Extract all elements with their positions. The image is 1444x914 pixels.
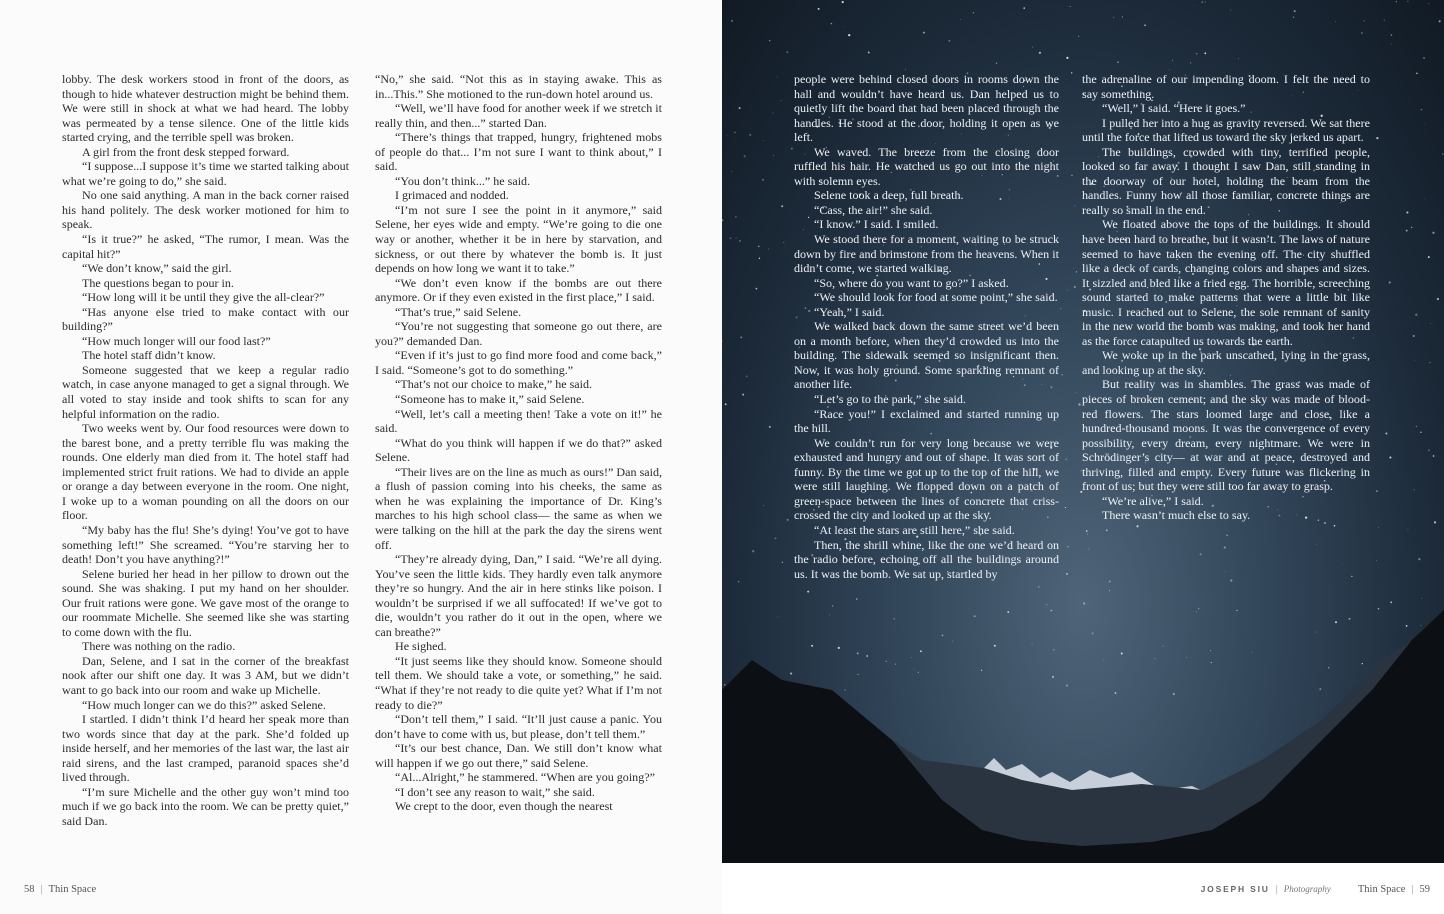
star <box>843 26 844 27</box>
text-column-1 <box>62 72 349 828</box>
star <box>1071 72 1072 73</box>
star <box>777 616 778 617</box>
star <box>1186 657 1187 658</box>
star <box>1046 604 1047 605</box>
star <box>740 336 742 338</box>
paragraph: “Well,” I said. “Here it goes.” <box>1102 101 1246 116</box>
star <box>1294 10 1296 12</box>
star <box>783 242 784 243</box>
paragraph: He sighed. <box>395 639 447 654</box>
paragraph: Two weeks went by. Our food resources were down to the barest bone, and a pretty terrible flu was making the rounds. One elderly man died from it. The hotel staff had implemented strict fruit rations. We had to divide an apple or orange a day between everyone in the room. One night, I woke up to a woman pounding on all the doors on our floor. <box>62 421 349 523</box>
star <box>763 505 764 506</box>
paragraph: “I’m not sure I see the point in it anymore,” said Selene, her eyes wide and empty. “We’re going to die one way or another, whether it be in here by starvation, and sickness, or out there by whatever the bomb is. It just depends on how long we want it to take.” <box>375 202 662 276</box>
star <box>1433 455 1435 457</box>
paragraph: “You’re not suggesting that someone go out there, are you?” demanded Dan. <box>375 319 662 348</box>
star <box>1424 230 1425 231</box>
star <box>744 155 746 157</box>
star <box>1429 362 1430 363</box>
star <box>1391 34 1393 36</box>
star <box>1039 52 1041 54</box>
star <box>1414 360 1415 361</box>
star <box>1117 61 1119 63</box>
star <box>886 661 887 662</box>
paragraph: The hotel staff didn’t know. <box>82 348 216 363</box>
star <box>1335 621 1337 623</box>
star <box>1136 525 1138 527</box>
paragraph: But reality was in shambles. The grass was made of pieces of broken cement; and the sky was made of blood-red flowers. The stars loomed large and close, like a hundred-thousand moons. It was the convergence of every possibility, every dream, every nightmare. We were in Schrödinger’s city— at war and at peace, destroyed and thriving, filled and empty. Every future was flickering in front of us; but they were still too far away to grasp. <box>1082 377 1370 494</box>
star <box>1194 5 1195 6</box>
star <box>866 655 868 657</box>
star <box>1416 426 1417 427</box>
star <box>787 519 789 521</box>
star <box>1060 308 1061 309</box>
paragraph: “Don’t tell them,” I said. “It’ll just cause a panic. You don’t have to come with us, but please, don’t tell them.” <box>375 712 662 741</box>
star <box>769 426 771 428</box>
star <box>973 12 974 13</box>
star <box>1190 62 1191 63</box>
photo-credit-name: JOSEPH SIU <box>1200 884 1270 894</box>
paragraph: “I know.” I said. I smiled. <box>814 217 939 232</box>
star <box>1113 17 1114 18</box>
paragraph: We floated above the tops of the buildings. It should have been hard to breathe, but it wasn’t. The laws of nature seemed to have taken the evening off. The city shuffled like a deck of cards, changing colors and shapes and sizes. It sizzled and bled like a fried egg. The horrible, screeching sound started to make patterns that were a little bit like music. I reached out to Selene, the sole remnant of sanity in the new world the bomb was making, and took her hand as the force catapulted us towards the earth. <box>1082 217 1370 348</box>
star <box>1122 16 1123 17</box>
paragraph: “Has anyone else tried to make contact with our building?” <box>62 304 349 334</box>
star <box>1083 602 1085 604</box>
star <box>1378 527 1379 528</box>
star <box>1226 535 1227 536</box>
star <box>1196 611 1197 612</box>
page-number-left: 58 <box>24 884 35 895</box>
star <box>1414 489 1415 490</box>
star <box>1362 663 1363 664</box>
star <box>1087 533 1088 534</box>
star <box>763 140 764 141</box>
star <box>1406 625 1408 627</box>
star <box>811 645 813 647</box>
star <box>1342 564 1343 565</box>
star <box>1421 109 1423 111</box>
star <box>1078 403 1080 405</box>
star <box>1428 3 1429 4</box>
star <box>857 674 858 675</box>
paragraph: Someone suggested that we keep a regular radio watch, in case anyone managed to get a signal through. We all voted to stay inside and took shifts to scan for any helpful information on the radio. <box>62 362 349 421</box>
paragraph: We walked back down the same street we’d been on a month before, when they’d crowded us into the building. The sidewalk seemed so insignificant then. Now, it was holy ground. Some sparkling remnant of another life. <box>794 319 1059 392</box>
paragraph: Selene took a deep, full breath. <box>814 188 964 203</box>
star <box>1361 32 1363 34</box>
star <box>1351 576 1352 577</box>
paragraph: No one said anything. A man in the back corner raised his hand politely. The desk worker motioned for him to speak. <box>62 188 349 232</box>
star <box>1385 432 1387 434</box>
star <box>734 132 736 134</box>
star <box>1389 281 1391 283</box>
paragraph: “We don’t know,” said the girl. <box>82 261 232 276</box>
paragraph: “How much longer can we do this?” asked Selene. <box>82 697 326 712</box>
star <box>1109 580 1111 582</box>
text-column-3 <box>794 72 1059 581</box>
star <box>1066 573 1068 575</box>
star <box>1434 521 1436 523</box>
star <box>1442 153 1443 154</box>
paragraph: I grimaced and nodded. <box>395 188 509 203</box>
star <box>844 689 845 690</box>
paragraph: people were behind closed doors in rooms down the hall and wouldn’t have heard us. Dan helped us to quietly lift the board that had been placed through the handles. He stood at the door, holding it open as we left. <box>794 72 1059 145</box>
star <box>1196 53 1198 55</box>
star <box>1065 507 1066 508</box>
star <box>1349 618 1351 620</box>
star <box>1236 610 1237 611</box>
star <box>1121 653 1123 655</box>
star <box>1078 36 1079 37</box>
star <box>1205 2 1206 3</box>
paragraph: “Well, we’ll have food for another week if we stretch it really thin, and then...” started Dan. <box>375 101 662 130</box>
star <box>769 40 770 41</box>
star <box>1437 298 1439 300</box>
star <box>739 240 741 242</box>
star <box>1076 392 1077 393</box>
paragraph: “Is it true?” he asked, “The rumor, I mean. Was the capital hit?” <box>62 232 349 261</box>
star <box>1422 598 1423 599</box>
star <box>791 148 793 150</box>
paragraph: “We’re alive,” I said. <box>1102 493 1204 508</box>
star <box>974 615 976 617</box>
star <box>1413 335 1415 337</box>
star <box>905 69 906 70</box>
star <box>842 1 844 3</box>
star <box>1200 553 1202 555</box>
star <box>1023 7 1025 9</box>
star <box>914 669 915 670</box>
paragraph: “There’s things that trapped, hungry, frightened mobs of people do that... I’m not sure I want to think about,” I said. <box>375 130 662 174</box>
star <box>1086 530 1088 532</box>
star <box>996 63 998 65</box>
star <box>1423 57 1425 59</box>
star <box>1198 608 1199 609</box>
star <box>1407 1 1408 2</box>
star <box>722 219 723 221</box>
paragraph: “Yeah,” I said. <box>814 304 885 319</box>
paragraph: The buildings, crowded with tiny, terrified people, looked so far away. I thought I saw Dan, still standing in the doorway of our hotel, holding the beam from the handles. Funny how all those familiar, concrete things are really so small in the end. <box>1082 144 1370 217</box>
star <box>759 258 760 259</box>
paragraph: “So, where do you want to go?” I asked. <box>814 275 1009 290</box>
star <box>1066 684 1068 686</box>
paragraph: “Let’s go to the park,” she said. <box>814 392 966 407</box>
star <box>1364 20 1365 21</box>
star <box>994 645 996 647</box>
paragraph: “At least the stars are still here,” she said. <box>814 522 1015 537</box>
star <box>894 618 895 619</box>
star <box>1439 20 1441 22</box>
star <box>1420 432 1421 433</box>
paragraph: the adrenaline of our impending doom. I felt the need to say something. <box>1082 72 1370 101</box>
star <box>1328 667 1329 668</box>
paragraph: “You don’t think...” he said. <box>395 173 531 188</box>
star <box>1032 47 1033 48</box>
paragraph: We woke up in the park unscathed, lying in the grass, and looking up at the sky. <box>1082 348 1370 377</box>
star <box>777 76 778 77</box>
star <box>731 171 732 172</box>
paragraph: “I’m sure Michelle and the other guy won’t mind too much if we go back into the room. We can be pretty quiet,” said Dan. <box>62 784 349 828</box>
star <box>729 237 731 239</box>
star <box>768 248 769 249</box>
star <box>895 664 896 665</box>
star <box>742 394 744 396</box>
photo-credit-role: Photography <box>1283 884 1331 894</box>
star <box>790 673 792 675</box>
star <box>1070 6 1071 7</box>
star <box>738 581 739 582</box>
paragraph: We stood there for a moment, waiting to be struck down by fire and brimstone from the heavens. When it didn’t come, we started walking. <box>794 232 1059 276</box>
star <box>1074 205 1075 206</box>
star <box>1418 558 1420 560</box>
paragraph: A girl from the front desk stepped forward. <box>82 144 290 159</box>
paragraph: “I don’t see any reason to wait,” she said. <box>395 784 595 799</box>
paragraph: “It’s our best chance, Dan. We still don’t know what will happen if we go out there,” said Selene. <box>375 741 662 770</box>
paragraph: “They’re already dying, Dan,” I said. “We’re all dying. You’ve seen the little kids. They hardly even talk anymore they’re so hungry. And the air in here stinks like poison. I wouldn’t be surprised if we all suffocated! If we’ve got to die, wouldn’t you rather do it out in the open, where we can breathe?” <box>375 552 662 639</box>
paragraph: “Race you!” I exclaimed and started running up the hill. <box>794 406 1059 436</box>
star <box>832 605 833 606</box>
star <box>818 8 820 10</box>
star <box>755 288 757 290</box>
paragraph: Then, the shrill whine, like the one we’d heard on the radio before, echoing off all the buildings around us. It was the bomb. We sat up, startled by <box>794 537 1059 581</box>
star <box>923 32 925 34</box>
star <box>960 19 961 20</box>
star <box>918 672 919 673</box>
star <box>1428 256 1430 258</box>
star <box>1115 692 1117 694</box>
star <box>1424 200 1425 201</box>
star <box>1416 73 1417 74</box>
star <box>749 134 751 136</box>
star <box>786 51 788 53</box>
star <box>1052 676 1054 678</box>
text-column-4 <box>1082 72 1370 523</box>
paragraph: “Well, let’s call a meeting then! Take a vote on it!” he said. <box>375 406 662 436</box>
star <box>1144 24 1146 26</box>
star <box>782 562 783 563</box>
star <box>856 598 858 600</box>
star <box>1106 529 1108 531</box>
star <box>1390 601 1392 603</box>
star <box>1319 688 1321 690</box>
star <box>1230 10 1231 11</box>
paragraph: “Al...Alright,” he stammered. “When are you going?” <box>395 770 655 785</box>
star <box>722 340 723 341</box>
star <box>952 641 953 642</box>
star <box>781 205 783 207</box>
night-sky-photo <box>722 0 1444 863</box>
paragraph: “No,” she said. “Not this as in staying awake. This as in...This.” She motioned to the run-down hotel around us. <box>375 72 662 101</box>
star <box>1071 175 1072 176</box>
star <box>1376 490 1378 492</box>
star <box>1406 211 1408 213</box>
star <box>1173 693 1175 695</box>
paragraph: “Cass, the air!” she said. <box>814 202 933 217</box>
paragraph: The questions began to pour in. <box>82 275 234 290</box>
star <box>781 100 782 101</box>
paragraph: “That’s not our choice to make,” he said. <box>395 377 593 392</box>
star <box>1225 571 1226 572</box>
star <box>1406 230 1408 232</box>
star <box>911 657 912 658</box>
star <box>1376 560 1377 561</box>
paragraph: There wasn’t much else to say. <box>1102 508 1251 523</box>
paragraph: “Even if it’s just to go find more food and come back,” I said. “Someone’s got to do something.” <box>375 348 662 377</box>
page-number-right: 59 <box>1419 884 1430 895</box>
star <box>942 635 944 637</box>
star <box>1428 449 1429 450</box>
paragraph: Selene buried her head in her pillow to drown out the sound. She was shaking. I put my hand on her shoulder. Our fruit rations were gone. We gave most of the orange to our roommate Michelle. She seemed like she was starting to come down with the flu. <box>62 566 349 639</box>
paragraph: We couldn’t run for very long because we were exhausted and hungry and out of shape. It was sort of funny. By the time we got up to the top of the hill, we were still laughing. We flopped down on a patch of green-space between the lines of concrete that criss-crossed the city and looked up at the sky. <box>794 435 1059 523</box>
paragraph: “We should look for food at some point,” she said. <box>814 290 1058 305</box>
star <box>1415 314 1417 316</box>
star <box>948 40 950 42</box>
paragraph: lobby. The desk workers stood in front of the doors, as though to hide whatever destruction might be behind them. We were still in shock at what we had heard. The lobby was permeated by a tense silence. One of the little kids started crying, and the terrible spell was broken. <box>62 72 349 145</box>
star <box>1378 608 1380 610</box>
paragraph: “How much longer will our food last?” <box>82 333 271 348</box>
star <box>1038 586 1039 587</box>
star <box>1251 652 1252 653</box>
magazine-name-left: Thin Space <box>48 884 97 895</box>
star <box>1103 660 1104 661</box>
star <box>1172 60 1173 61</box>
paragraph: “How long will it be until they give the all-clear?” <box>82 290 325 305</box>
star <box>1204 52 1206 54</box>
star <box>1155 658 1156 659</box>
paragraph: We crept to the door, even though the nearest <box>395 799 613 814</box>
paragraph: “I suppose...I suppose it’s time we started talking about what we’re going to do,” she said. <box>62 159 349 188</box>
star <box>1211 662 1212 663</box>
paragraph: We waved. The breeze from the closing door ruffled his hair. He watched us go out into the night with solemn eyes. <box>794 144 1059 188</box>
footer-right: JOSEPH SIU | Photography Thin Space | 59 <box>1200 884 1430 895</box>
star <box>746 376 748 378</box>
star <box>1238 58 1239 59</box>
star <box>868 51 870 53</box>
star <box>773 113 774 114</box>
star <box>1210 650 1211 651</box>
star <box>1411 227 1412 228</box>
star <box>1169 69 1170 70</box>
paragraph: “That’s true,” said Selene. <box>395 304 522 319</box>
paragraph: Dan, Selene, and I sat in the corner of the breakfast nook after our shift one day. It was 3 AM, but we didn’t want to go back into our room and wake up Michelle. <box>62 653 349 697</box>
paragraph: I startled. I didn’t think I’d heard her speak more than two words since that day at the park. She’d folded up inside herself, and her memories of the last war, the last air raid sirens, and the last cramped, paranoid spaces she’d lived through. <box>62 712 349 785</box>
star <box>731 20 732 21</box>
star <box>1066 57 1068 59</box>
star <box>1420 625 1421 626</box>
star <box>1334 525 1336 527</box>
star <box>1430 323 1431 324</box>
star <box>1032 644 1033 645</box>
star <box>739 107 741 109</box>
star <box>1065 459 1067 461</box>
star <box>758 246 759 247</box>
star <box>857 652 859 654</box>
paragraph: I pulled her into a hug as gravity reversed. We sat there until the force that lifted us toward the sky jerked us apart. <box>1082 115 1370 145</box>
star <box>1293 16 1294 17</box>
paragraph: “We don’t even know if the bombs are out there anymore. Or if they even existed in the first place,” I said. <box>375 275 662 305</box>
star <box>1389 457 1391 459</box>
star <box>725 403 727 405</box>
magazine-name-right: Thin Space <box>1357 884 1406 895</box>
star <box>1109 590 1110 591</box>
paragraph: “My baby has the flu! She’s dying! You’ve got to have something left!” She screamed. “You’re starving her to death! Don’t you have anything?!” <box>62 522 349 567</box>
paragraph: “It just seems like they should know. Someone should tell them. We should take a vote, or something,” he said. “What if they’re not ready to die quite yet? What if I’m not ready to die?” <box>375 653 662 712</box>
right-page <box>722 0 1444 914</box>
star <box>1163 646 1164 647</box>
star <box>981 670 982 671</box>
star <box>1061 374 1063 376</box>
star <box>735 216 737 218</box>
star <box>1396 1 1397 2</box>
star <box>727 135 728 136</box>
star <box>838 647 840 649</box>
paragraph: There was nothing on the radio. <box>82 639 236 654</box>
paragraph: “What do you think will happen if we do that?” asked Selene. <box>375 435 662 465</box>
star <box>775 538 777 540</box>
star <box>1053 649 1055 651</box>
star <box>934 699 935 700</box>
star <box>831 23 832 24</box>
star <box>1316 544 1317 545</box>
star <box>762 179 764 181</box>
star <box>1088 549 1089 550</box>
star <box>1376 137 1378 139</box>
star <box>1391 44 1392 45</box>
star <box>736 238 737 239</box>
paragraph: “Their lives are on the line as much as ours!” Dan said, a flush of passion coming into his cheeks, the same as when he was explaining the importance of Dr. King’s marches to his high school class— the same as when we were talking on the hill at the park the day the sirens went off. <box>375 464 662 552</box>
star <box>724 684 726 686</box>
star <box>1384 20 1385 21</box>
star <box>829 615 830 616</box>
text-column-2 <box>375 72 662 814</box>
star <box>807 591 809 593</box>
star <box>1224 546 1226 548</box>
star <box>848 34 850 36</box>
star <box>1315 632 1316 633</box>
star <box>1092 632 1094 634</box>
star <box>920 650 922 652</box>
star <box>1067 290 1068 291</box>
footer-left: 58 | Thin Space <box>24 884 97 895</box>
star <box>1335 21 1336 22</box>
star <box>1425 124 1426 125</box>
star <box>1074 286 1075 287</box>
star <box>1076 271 1077 272</box>
star <box>1051 610 1053 612</box>
star <box>1230 579 1232 581</box>
star <box>1202 1 1203 2</box>
star <box>773 155 774 156</box>
star <box>1007 611 1009 613</box>
star <box>1067 546 1068 547</box>
star <box>1432 232 1434 234</box>
star <box>1408 529 1409 530</box>
star <box>752 550 754 552</box>
paragraph: “Someone has to make it,” said Selene. <box>395 392 585 407</box>
